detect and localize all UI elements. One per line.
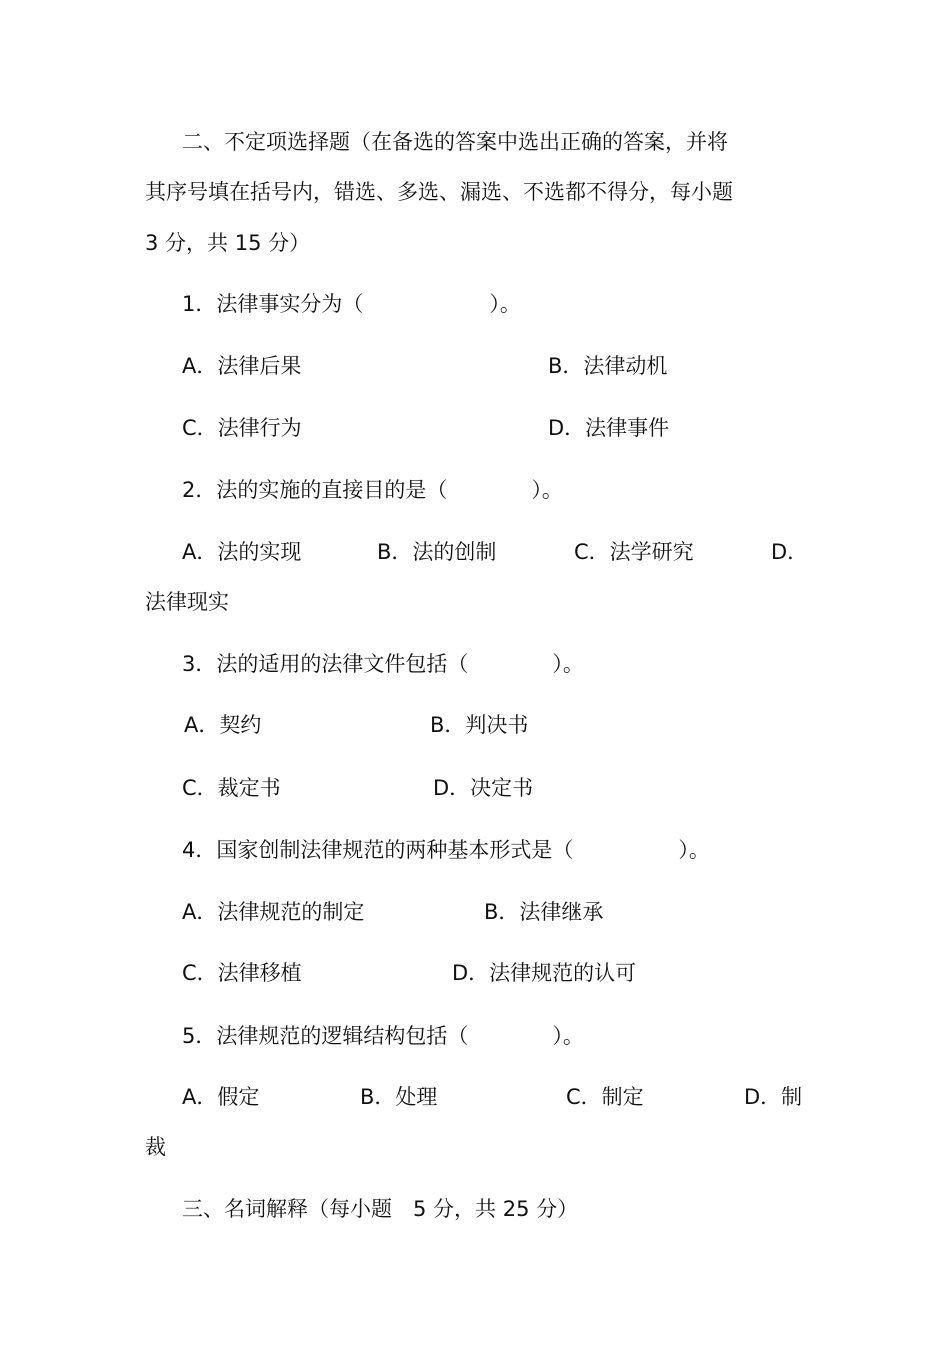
- question-3-option-a: A．契约: [184, 713, 262, 737]
- question-2-option-d-wrap: 法律现实: [145, 590, 229, 614]
- question-4-option-a: A．法律规范的制定: [182, 900, 365, 924]
- question-5-stem: 5．法律规范的逻辑结构包括（ ）。: [182, 1024, 584, 1048]
- question-1-option-c: C．法律行为: [182, 416, 302, 440]
- question-1-option-a: A．法律后果: [182, 354, 302, 378]
- question-5-option-b: B．处理: [360, 1085, 438, 1109]
- question-5-option-d: D．制: [744, 1085, 803, 1109]
- section2-title-line1: 二、不定项选择题（在备选的答案中选出正确的答案，并将: [182, 130, 728, 154]
- question-4-option-b: B．法律继承: [484, 900, 604, 924]
- question-2-option-a: A．法的实现: [182, 540, 302, 564]
- question-3-option-b: B．判决书: [430, 713, 529, 737]
- question-4-option-c: C．法律移植: [182, 961, 302, 985]
- question-4-stem: 4．国家创制法律规范的两种基本形式是（ ）。: [182, 838, 710, 862]
- section2-title-line3: 3 分，共 15 分）: [145, 231, 311, 255]
- section3-title: 三、名词解释（每小题 5 分，共 25 分）: [182, 1197, 579, 1221]
- question-1-option-b: B．法律动机: [548, 354, 668, 378]
- question-2-stem: 2．法的实施的直接目的是（ ）。: [182, 478, 563, 502]
- question-2-option-d: D．: [771, 540, 809, 564]
- question-4-option-d: D．法律规范的认可: [452, 961, 637, 985]
- question-5-option-c: C．制定: [566, 1085, 644, 1109]
- question-2-option-c: C．法学研究: [574, 540, 694, 564]
- question-1-option-d: D．法律事件: [548, 416, 670, 440]
- question-2-option-b: B．法的创制: [377, 540, 497, 564]
- question-3-stem: 3．法的适用的法律文件包括（ ）。: [182, 652, 584, 676]
- question-3-option-c: C．裁定书: [182, 776, 281, 800]
- question-1-stem: 1．法律事实分为（ ）。: [182, 292, 521, 316]
- question-3-option-d: D．决定书: [433, 776, 534, 800]
- section2-title-line2: 其序号填在括号内，错选、多选、漏选、不选都不得分，每小题: [145, 180, 733, 204]
- question-5-option-d-wrap: 裁: [145, 1135, 166, 1159]
- question-5-option-a: A．假定: [182, 1085, 260, 1109]
